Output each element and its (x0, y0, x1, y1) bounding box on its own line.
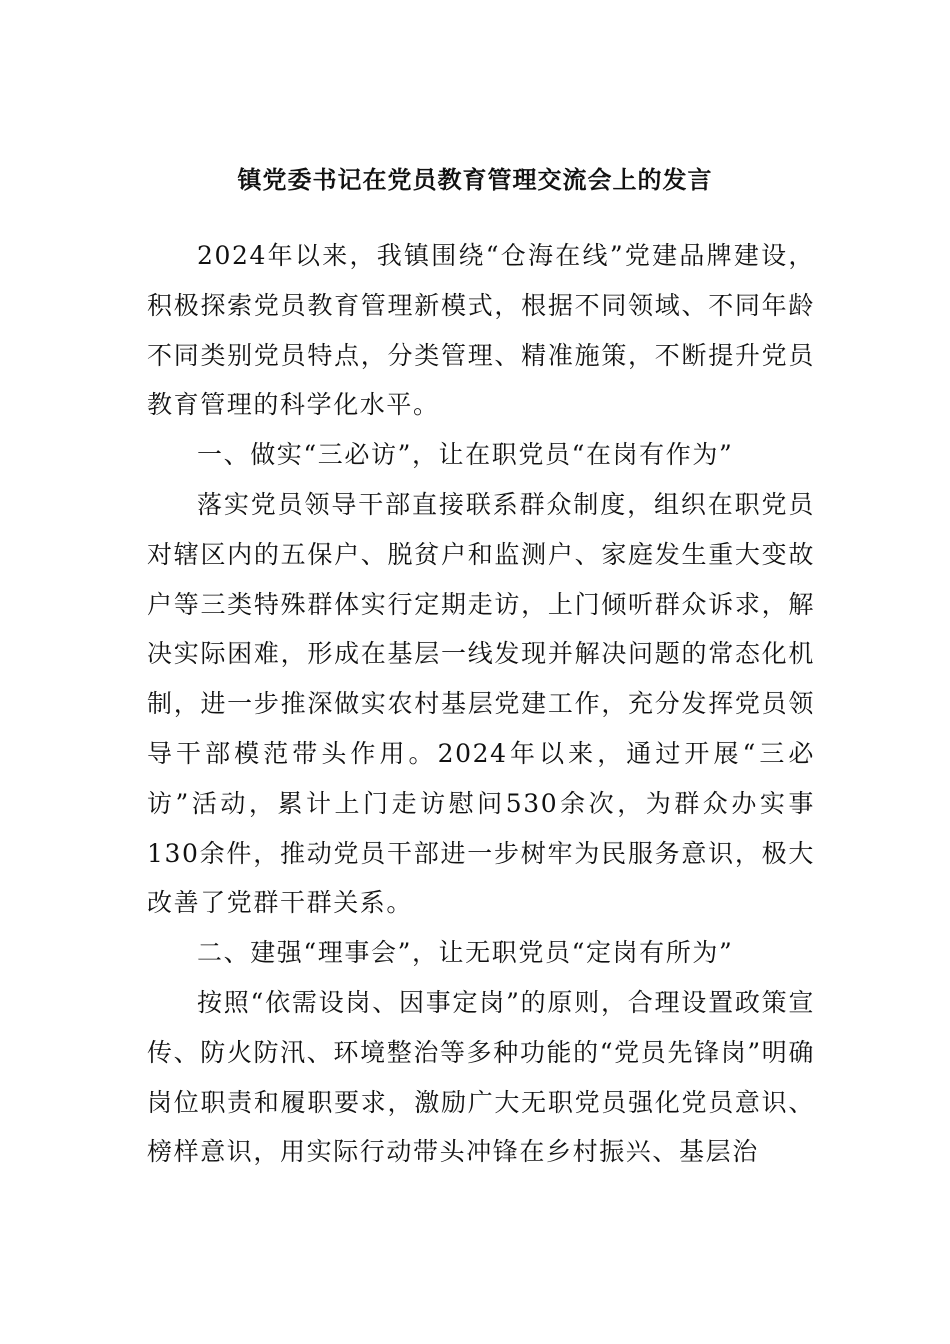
intro-paragraph: 2024年以来，我镇围绕“仓海在线”党建品牌建设，积极探索党员教育管理新模式，根据不同领域、不同年龄不同类别党员特点，分类管理、精准施策，不断提升党员教育管理的科学化水平。 (147, 241, 815, 420)
document-body (147, 231, 815, 1177)
section-heading-2: 二、建强“理事会”，让无职党员“定岗有所为” (197, 938, 734, 968)
section-paragraph-1: 落实党员领导干部直接联系群众制度，组织在职党员对辖区内的五保户、脱贫户和监测户、家庭发生重大变故户等三类特殊群体实行定期走访，上门倾听群众诉求，解决实际困难，形成在基层一线发现并解决问题的常态化机制，进一步推深做实农村基层党建工作，充分发挥党员领导干部模范带头作用。2024年以来，通过开展“三必访”活动，累计上门走访慰问530余次，为群众办实事130余件，推动党员干部进一步树牢为民服务意识，极大改善了党群干群关系。 (147, 489, 815, 918)
section-paragraph-2: 按照“依需设岗、因事定岗”的原则，合理设置政策宣传、防火防汛、环境整治等多种功能的“党员先锋岗”明确岗位职责和履职要求，激励广大无职党员强化党员意识、榜样意识，用实际行动带头冲锋在乡村振兴、基层治 (147, 987, 815, 1167)
section-heading-1: 一、做实“三必访”，让在职党员“在岗有作为” (197, 440, 734, 470)
document-title: 镇党委书记在党员教育管理交流会上的发言 (237, 165, 713, 194)
